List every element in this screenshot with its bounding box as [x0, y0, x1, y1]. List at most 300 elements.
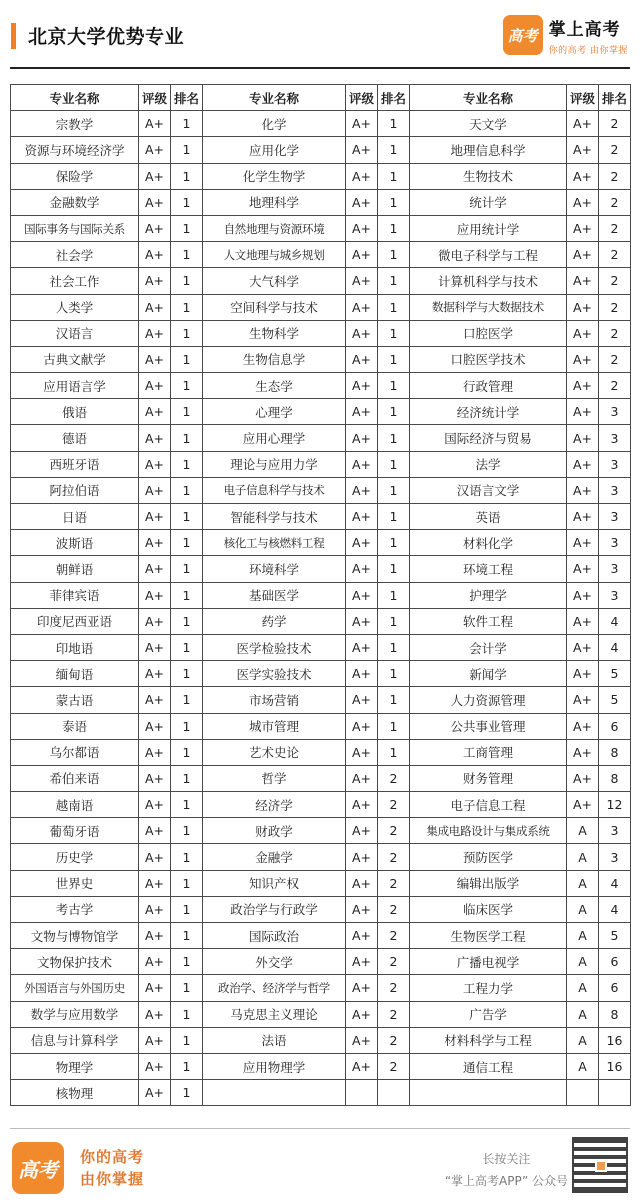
rating-cell: A+: [139, 713, 171, 739]
major-name-cell: 艺术史论: [203, 739, 346, 765]
header-rank: 排名: [378, 85, 410, 111]
major-name-cell: 泰语: [11, 713, 139, 739]
major-name-cell: 会计学: [410, 634, 567, 660]
rating-cell: A+: [346, 346, 378, 372]
rank-cell: 8: [599, 739, 631, 765]
footer-divider: [10, 1128, 630, 1129]
rating-cell: A+: [567, 634, 599, 660]
rank-cell: 2: [378, 844, 410, 870]
rank-cell: 1: [171, 320, 203, 346]
major-name-cell: 应用化学: [203, 137, 346, 163]
rank-cell: 1: [171, 451, 203, 477]
major-name-cell: 世界史: [11, 870, 139, 896]
qr-code-icon[interactable]: [572, 1137, 628, 1193]
major-name-cell: 印度尼西亚语: [11, 608, 139, 634]
rank-cell: 1: [378, 556, 410, 582]
major-name-cell: 金融数学: [11, 189, 139, 215]
rating-cell: A: [567, 818, 599, 844]
rating-cell: A+: [346, 870, 378, 896]
table-row: [11, 896, 631, 922]
rating-cell: A+: [567, 111, 599, 137]
table-row: [11, 346, 631, 372]
rating-cell: [346, 1080, 378, 1106]
rating-cell: A+: [567, 294, 599, 320]
major-name-cell: 应用物理学: [203, 1053, 346, 1079]
table-row: [11, 163, 631, 189]
rating-cell: A+: [346, 1027, 378, 1053]
rating-cell: A: [567, 949, 599, 975]
rating-cell: A+: [139, 765, 171, 791]
rating-cell: A+: [139, 504, 171, 530]
table-row: [11, 923, 631, 949]
table-row: [11, 949, 631, 975]
major-name-cell: 法语: [203, 1027, 346, 1053]
rank-cell: 3: [599, 818, 631, 844]
major-name-cell: 蒙古语: [11, 687, 139, 713]
rank-cell: 4: [599, 870, 631, 896]
major-name-cell: 英语: [410, 504, 567, 530]
table-row: [11, 399, 631, 425]
major-name-cell: 临床医学: [410, 896, 567, 922]
major-name-cell: 材料化学: [410, 530, 567, 556]
rank-cell: 1: [378, 215, 410, 241]
header-rating: 评级: [567, 85, 599, 111]
rating-cell: A+: [567, 530, 599, 556]
table-row: [11, 713, 631, 739]
rank-cell: 1: [171, 504, 203, 530]
table-row: [11, 582, 631, 608]
rating-cell: A+: [346, 765, 378, 791]
rank-cell: 1: [378, 687, 410, 713]
footer-slogan-line1: 你的高考: [80, 1148, 145, 1166]
major-name-cell: 基础医学: [203, 582, 346, 608]
rank-cell: 1: [378, 582, 410, 608]
table-row: [11, 870, 631, 896]
rank-cell: 3: [599, 582, 631, 608]
rating-cell: A: [567, 1001, 599, 1027]
rank-cell: 2: [378, 792, 410, 818]
table-row: [11, 111, 631, 137]
rank-cell: 2: [599, 215, 631, 241]
table-row: [11, 504, 631, 530]
rating-cell: A+: [139, 477, 171, 503]
major-name-cell: 化学: [203, 111, 346, 137]
major-name-cell: 通信工程: [410, 1053, 567, 1079]
major-name-cell: 古典文献学: [11, 346, 139, 372]
rating-cell: A+: [139, 975, 171, 1001]
qr-center-logo-icon: [595, 1160, 607, 1172]
rank-cell: 3: [599, 530, 631, 556]
major-name-cell: 经济学: [203, 792, 346, 818]
footer-logo-icon: 高考: [12, 1142, 64, 1194]
brand-slogan: 你的高考 由你掌握: [548, 45, 628, 56]
rank-cell: 3: [599, 504, 631, 530]
major-name-cell: [410, 1080, 567, 1106]
header-major-name: 专业名称: [203, 85, 346, 111]
major-name-cell: 知识产权: [203, 870, 346, 896]
rank-cell: 2: [599, 294, 631, 320]
major-name-cell: 哲学: [203, 765, 346, 791]
rating-cell: A+: [139, 661, 171, 687]
table-row: [11, 765, 631, 791]
rating-cell: A+: [567, 399, 599, 425]
rank-cell: 2: [599, 242, 631, 268]
major-name-cell: 药学: [203, 608, 346, 634]
major-name-cell: 计算机科学与技术: [410, 268, 567, 294]
rank-cell: 1: [378, 163, 410, 189]
rating-cell: A+: [139, 189, 171, 215]
rank-cell: 2: [599, 111, 631, 137]
major-name-cell: 天文学: [410, 111, 567, 137]
rank-cell: 1: [171, 661, 203, 687]
rank-cell: 1: [171, 975, 203, 1001]
rating-cell: A+: [567, 451, 599, 477]
rank-cell: 2: [599, 137, 631, 163]
rating-cell: A+: [346, 163, 378, 189]
rank-cell: 1: [378, 477, 410, 503]
rating-cell: A+: [346, 320, 378, 346]
rating-cell: A+: [567, 661, 599, 687]
rank-cell: 2: [599, 189, 631, 215]
rank-cell: 2: [599, 373, 631, 399]
table-row: [11, 661, 631, 687]
rank-cell: 1: [378, 373, 410, 399]
table-row: [11, 634, 631, 660]
major-name-cell: 资源与环境经济学: [11, 137, 139, 163]
rating-cell: A+: [346, 504, 378, 530]
major-name-cell: 市场营销: [203, 687, 346, 713]
rank-cell: 2: [378, 1053, 410, 1079]
rank-cell: 1: [378, 530, 410, 556]
rank-cell: 1: [171, 818, 203, 844]
major-name-cell: 大气科学: [203, 268, 346, 294]
major-name-cell: 国际政治: [203, 923, 346, 949]
rating-cell: A+: [139, 242, 171, 268]
rating-cell: A+: [139, 399, 171, 425]
rating-cell: A+: [139, 215, 171, 241]
rating-cell: A+: [346, 373, 378, 399]
table-body: [11, 111, 631, 1106]
table-row: [11, 373, 631, 399]
rating-cell: A+: [567, 608, 599, 634]
rank-cell: 1: [171, 1080, 203, 1106]
rank-cell: 1: [171, 844, 203, 870]
rank-cell: 1: [171, 425, 203, 451]
table-row: [11, 477, 631, 503]
rank-cell: 1: [378, 504, 410, 530]
table-row: [11, 189, 631, 215]
table-row: [11, 137, 631, 163]
rating-cell: A+: [346, 923, 378, 949]
rating-cell: A+: [139, 818, 171, 844]
major-name-cell: 广告学: [410, 1001, 567, 1027]
rating-cell: A+: [346, 294, 378, 320]
major-name-cell: 德语: [11, 425, 139, 451]
major-name-cell: 政治学与行政学: [203, 896, 346, 922]
rating-cell: A+: [139, 268, 171, 294]
major-name-cell: 马克思主义理论: [203, 1001, 346, 1027]
major-name-cell: 数学与应用数学: [11, 1001, 139, 1027]
rank-cell: 12: [599, 792, 631, 818]
rank-cell: 6: [599, 949, 631, 975]
rank-cell: 1: [171, 111, 203, 137]
rank-cell: 2: [378, 975, 410, 1001]
rank-cell: 2: [599, 346, 631, 372]
rank-cell: 1: [171, 373, 203, 399]
rating-cell: A+: [139, 530, 171, 556]
rank-cell: 2: [599, 268, 631, 294]
header-rating: 评级: [139, 85, 171, 111]
rank-cell: 2: [378, 923, 410, 949]
rank-cell: 1: [171, 713, 203, 739]
major-name-cell: 生物医学工程: [410, 923, 567, 949]
rank-cell: 1: [171, 687, 203, 713]
table-row: [11, 242, 631, 268]
rating-cell: A+: [139, 320, 171, 346]
rank-cell: 1: [378, 425, 410, 451]
major-name-cell: 工商管理: [410, 739, 567, 765]
table-row: [11, 608, 631, 634]
major-name-cell: 财政学: [203, 818, 346, 844]
rank-cell: 1: [378, 346, 410, 372]
major-name-cell: 空间科学与技术: [203, 294, 346, 320]
rating-cell: A+: [346, 215, 378, 241]
major-name-cell: 编辑出版学: [410, 870, 567, 896]
table-row: [11, 1001, 631, 1027]
rank-cell: 1: [378, 661, 410, 687]
rating-cell: A+: [139, 1001, 171, 1027]
rank-cell: 3: [599, 556, 631, 582]
table-row: [11, 556, 631, 582]
rating-cell: A+: [139, 582, 171, 608]
rank-cell: 1: [378, 634, 410, 660]
major-name-cell: 朝鲜语: [11, 556, 139, 582]
rating-cell: A+: [346, 896, 378, 922]
major-name-cell: 乌尔都语: [11, 739, 139, 765]
rating-cell: A+: [346, 949, 378, 975]
rating-cell: A+: [567, 713, 599, 739]
rating-cell: A+: [346, 399, 378, 425]
rating-cell: A+: [346, 189, 378, 215]
rank-cell: 1: [171, 608, 203, 634]
rating-cell: A+: [139, 923, 171, 949]
footer-cta-line2: “掌上高考APP” 公众号: [444, 1174, 568, 1188]
rank-cell: 1: [171, 634, 203, 660]
major-name-cell: 人类学: [11, 294, 139, 320]
table-row: [11, 739, 631, 765]
rating-cell: A+: [567, 373, 599, 399]
rating-cell: A: [567, 896, 599, 922]
major-name-cell: 物理学: [11, 1053, 139, 1079]
major-name-cell: 心理学: [203, 399, 346, 425]
rating-cell: A+: [346, 582, 378, 608]
major-name-cell: 宗教学: [11, 111, 139, 137]
major-name-cell: 菲律宾语: [11, 582, 139, 608]
rating-cell: A+: [346, 451, 378, 477]
major-name-cell: 核物理: [11, 1080, 139, 1106]
rating-cell: A+: [346, 425, 378, 451]
title-accent-bar: [11, 23, 16, 49]
rank-cell: 1: [171, 294, 203, 320]
header-rank: 排名: [599, 85, 631, 111]
major-name-cell: 核化工与核燃料工程: [203, 530, 346, 556]
rating-cell: A+: [139, 739, 171, 765]
major-name-cell: 数据科学与大数据技术: [410, 294, 567, 320]
table-row: [11, 792, 631, 818]
rank-cell: 1: [171, 870, 203, 896]
major-name-cell: 国际事务与国际关系: [11, 215, 139, 241]
table-row: [11, 530, 631, 556]
rank-cell: 2: [378, 896, 410, 922]
table-row: [11, 294, 631, 320]
rating-cell: A+: [567, 137, 599, 163]
rank-cell: 1: [171, 1027, 203, 1053]
rating-cell: A+: [567, 792, 599, 818]
rank-cell: 2: [378, 1001, 410, 1027]
major-name-cell: 地理科学: [203, 189, 346, 215]
rank-cell: 16: [599, 1053, 631, 1079]
rank-cell: 1: [378, 608, 410, 634]
rating-cell: A+: [567, 425, 599, 451]
major-name-cell: 汉语言: [11, 320, 139, 346]
major-name-cell: 印地语: [11, 634, 139, 660]
rank-cell: 4: [599, 634, 631, 660]
table-row: [11, 451, 631, 477]
major-name-cell: 国际经济与贸易: [410, 425, 567, 451]
rank-cell: 2: [378, 765, 410, 791]
rating-cell: A+: [139, 792, 171, 818]
major-name-cell: 波斯语: [11, 530, 139, 556]
rating-cell: A+: [567, 739, 599, 765]
major-name-cell: 微电子科学与工程: [410, 242, 567, 268]
rank-cell: 1: [378, 242, 410, 268]
rating-cell: A+: [139, 111, 171, 137]
rating-cell: A+: [346, 530, 378, 556]
rank-cell: 2: [378, 949, 410, 975]
rating-cell: A+: [139, 1053, 171, 1079]
major-name-cell: 广播电视学: [410, 949, 567, 975]
rank-cell: 1: [171, 949, 203, 975]
major-name-cell: 西班牙语: [11, 451, 139, 477]
rank-cell: 1: [171, 137, 203, 163]
major-name-cell: 工程力学: [410, 975, 567, 1001]
rank-cell: 5: [599, 687, 631, 713]
header-rating: 评级: [346, 85, 378, 111]
rank-cell: 1: [171, 530, 203, 556]
table-row: [11, 1080, 631, 1106]
major-name-cell: 软件工程: [410, 608, 567, 634]
rank-cell: 1: [171, 399, 203, 425]
major-name-cell: 信息与计算科学: [11, 1027, 139, 1053]
rank-cell: 1: [378, 111, 410, 137]
rating-cell: A+: [139, 896, 171, 922]
brand-name: 掌上高考: [548, 19, 621, 40]
rank-cell: 1: [171, 477, 203, 503]
major-name-cell: 统计学: [410, 189, 567, 215]
rank-cell: 1: [378, 399, 410, 425]
rating-cell: A+: [346, 242, 378, 268]
header-rank: 排名: [171, 85, 203, 111]
major-name-cell: 越南语: [11, 792, 139, 818]
major-name-cell: 环境工程: [410, 556, 567, 582]
rank-cell: 1: [378, 320, 410, 346]
rating-cell: A: [567, 1053, 599, 1079]
rating-cell: A+: [346, 1001, 378, 1027]
rank-cell: 1: [171, 346, 203, 372]
table-header-row: [11, 85, 631, 111]
rating-cell: A+: [139, 608, 171, 634]
major-name-cell: 行政管理: [410, 373, 567, 399]
major-name-cell: 生物技术: [410, 163, 567, 189]
rank-cell: 2: [599, 163, 631, 189]
rank-cell: 1: [171, 792, 203, 818]
rating-cell: A: [567, 844, 599, 870]
rank-cell: 1: [378, 294, 410, 320]
major-name-cell: 外交学: [203, 949, 346, 975]
table-row: [11, 268, 631, 294]
brand-text: [549, 15, 628, 56]
major-name-cell: 集成电路设计与集成系统: [410, 818, 567, 844]
rating-cell: A+: [567, 189, 599, 215]
major-name-cell: [203, 1080, 346, 1106]
rank-cell: 1: [171, 1001, 203, 1027]
rank-cell: 5: [599, 661, 631, 687]
rank-cell: 3: [599, 477, 631, 503]
rating-cell: A: [567, 870, 599, 896]
rating-cell: A+: [346, 634, 378, 660]
table-row: [11, 975, 631, 1001]
rating-cell: A+: [139, 425, 171, 451]
rating-cell: A+: [346, 818, 378, 844]
rank-cell: 3: [599, 451, 631, 477]
table-row: [11, 1027, 631, 1053]
major-name-cell: 考古学: [11, 896, 139, 922]
rating-cell: A+: [567, 163, 599, 189]
rank-cell: 5: [599, 923, 631, 949]
rating-cell: A+: [346, 556, 378, 582]
rating-cell: A+: [346, 1053, 378, 1079]
rank-cell: 8: [599, 765, 631, 791]
rank-cell: 1: [171, 765, 203, 791]
major-name-cell: 生态学: [203, 373, 346, 399]
major-name-cell: 应用心理学: [203, 425, 346, 451]
brand-logo-icon: 高考: [503, 15, 543, 55]
rating-cell: A+: [346, 111, 378, 137]
major-name-cell: 应用语言学: [11, 373, 139, 399]
brand-block: [503, 12, 628, 58]
footer-follow-text: [445, 1148, 568, 1192]
major-name-cell: 地理信息科学: [410, 137, 567, 163]
major-name-cell: 口腔医学: [410, 320, 567, 346]
rating-cell: A+: [346, 713, 378, 739]
rating-cell: A+: [346, 739, 378, 765]
rating-cell: A: [567, 923, 599, 949]
rating-cell: A+: [139, 451, 171, 477]
rating-cell: A+: [346, 608, 378, 634]
rank-cell: 1: [171, 923, 203, 949]
rank-cell: 2: [378, 818, 410, 844]
rank-cell: 1: [171, 215, 203, 241]
rating-cell: A+: [139, 870, 171, 896]
table-row: [11, 215, 631, 241]
rating-cell: A+: [139, 949, 171, 975]
major-name-cell: 人力资源管理: [410, 687, 567, 713]
rating-cell: A+: [346, 137, 378, 163]
rating-cell: A+: [567, 242, 599, 268]
rating-cell: A+: [139, 137, 171, 163]
rating-cell: A+: [567, 765, 599, 791]
rating-cell: A+: [139, 844, 171, 870]
